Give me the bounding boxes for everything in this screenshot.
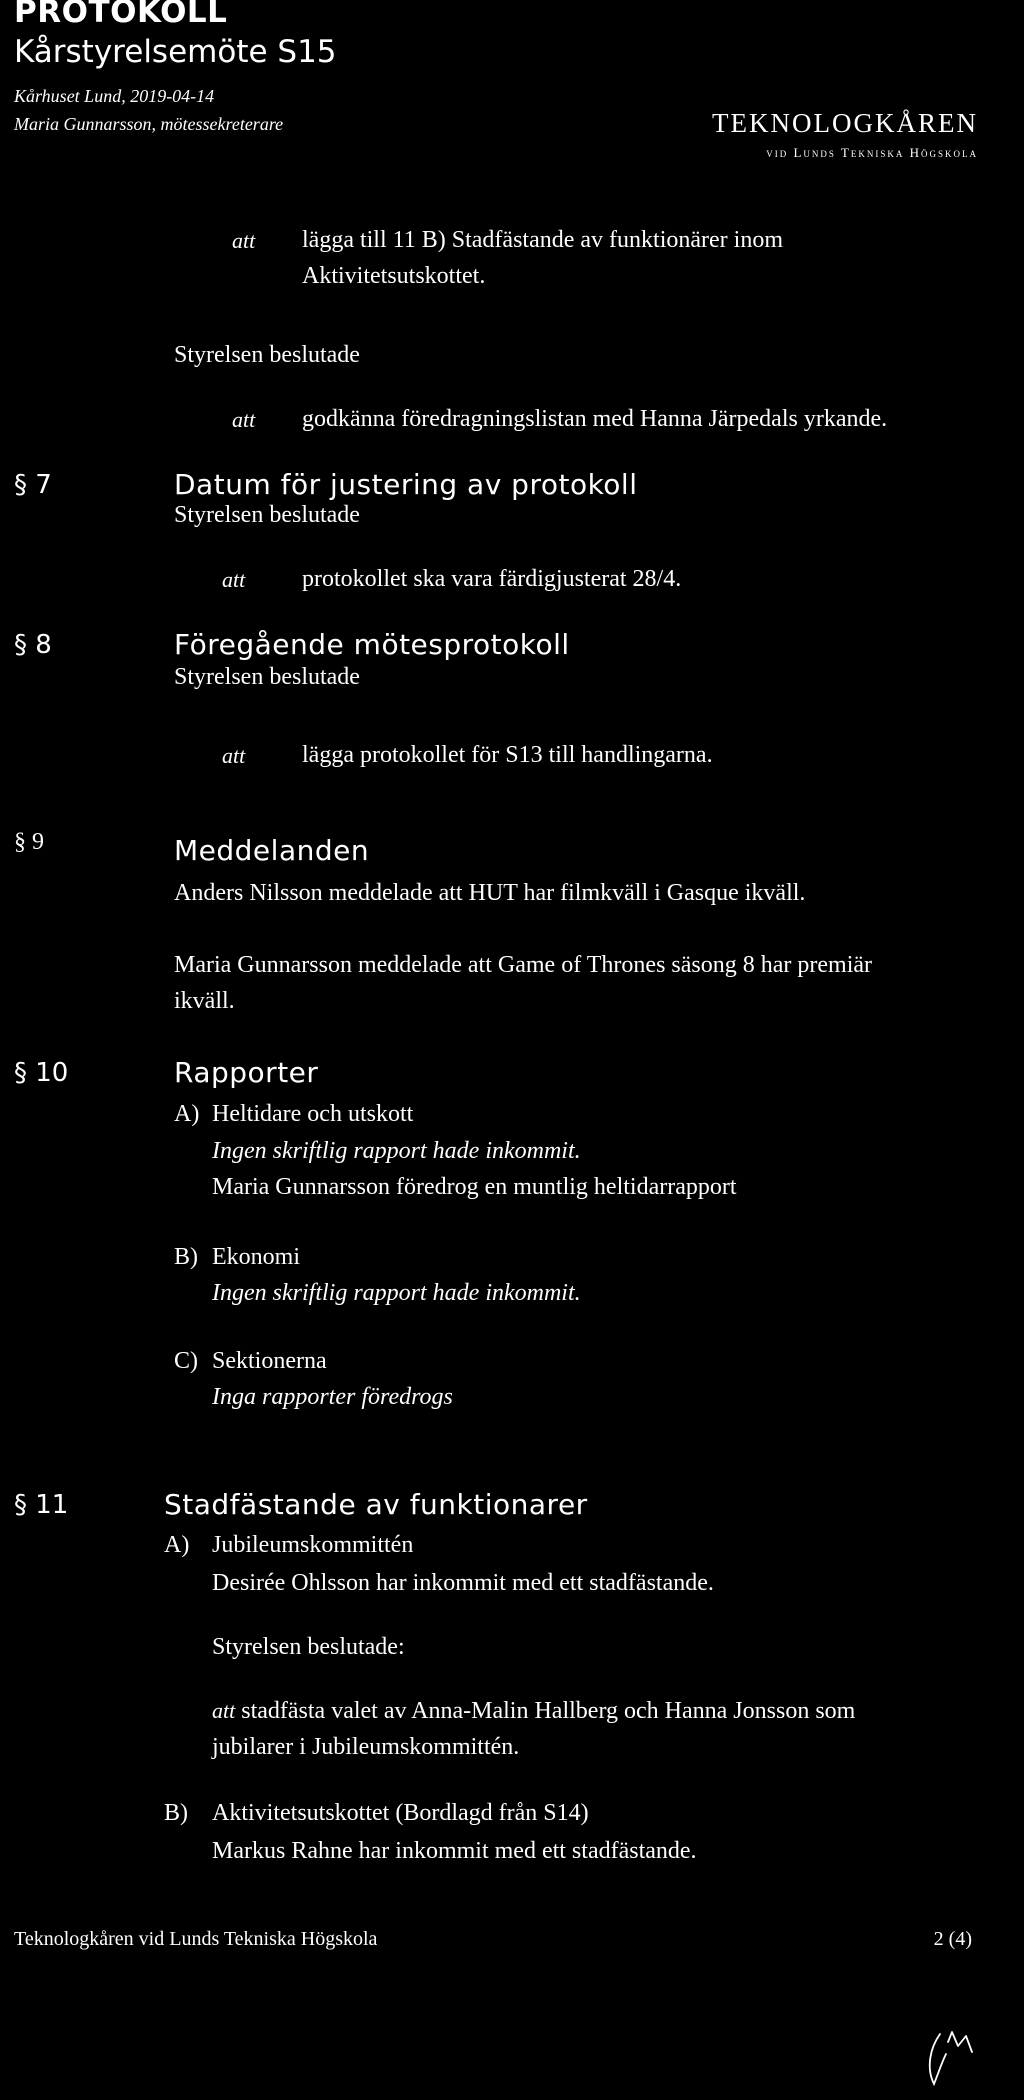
meeting-name: Kårstyrelsemöte S15 [14, 34, 337, 70]
report-text: Markus Rahne har inkommit med ett stadfästande. [212, 1838, 697, 1864]
section-number: § 8 [14, 630, 52, 660]
decision-text: lägga protokollet för S13 till handlingarna. [302, 742, 713, 768]
report-text: Desirée Ohlsson har inkommit med ett stadfästande. [212, 1570, 714, 1596]
meeting-place-date: Kårhuset Lund, 2019-04-14 [14, 86, 215, 106]
decision-label: Styrelsen beslutade [174, 502, 360, 528]
subsection-title: Ekonomi [212, 1244, 300, 1270]
subsection-label: A) [174, 1101, 200, 1127]
notice-text: ikväll. [174, 988, 235, 1014]
subsection-label: A) [164, 1532, 190, 1558]
section-title: Stadfästande av funktionarer [164, 1488, 588, 1521]
motion-text: Aktivitetsutskottet. [302, 263, 486, 289]
document-title: PROTOKOLL [14, 0, 228, 30]
subsection-title: Heltidare och utskott [212, 1101, 414, 1127]
motion-text: lägga till 11 B) Stadfästande av funktionärer inom [302, 227, 783, 253]
subsection-label: B) [174, 1244, 198, 1270]
section-number: § 10 [14, 1058, 69, 1088]
subsection-title: Aktivitetsutskottet (Bordlagd från S14) [212, 1800, 589, 1826]
section-title: Meddelanden [174, 834, 370, 867]
decision-text: jubilarer i Jubileumskommittén. [212, 1734, 520, 1760]
section-title: Rapporter [174, 1056, 319, 1089]
organization-name: TEKNOLOGKÅREN [712, 108, 978, 138]
decision-label: Styrelsen beslutade: [212, 1634, 405, 1660]
decision-text: protokollet ska vara färdigjusterat 28/4. [302, 566, 682, 592]
report-note: Inga rapporter föredrogs [212, 1384, 453, 1410]
section-title: Datum för justering av protokoll [174, 468, 638, 501]
section-title: Föregående mötesprotokoll [174, 628, 570, 661]
report-note: Ingen skriftlig rapport hade inkommit. [212, 1280, 581, 1306]
section-number: § 7 [14, 470, 52, 500]
att-label: att [212, 1698, 236, 1723]
subsection-label: B) [164, 1800, 188, 1826]
att-label: att [222, 567, 246, 592]
att-label: att [232, 228, 256, 253]
meeting-secretary: Maria Gunnarsson, mötessekreterare [14, 114, 284, 134]
att-label: att [222, 743, 246, 768]
section-number: § 9 [14, 829, 44, 855]
att-label: att [232, 407, 256, 432]
notice-text: Maria Gunnarsson meddelade att Game of Thrones säsong 8 har premiär [174, 952, 873, 978]
decision-label: Styrelsen beslutade [174, 664, 360, 690]
subsection-label: C) [174, 1348, 198, 1374]
report-text: Maria Gunnarsson föredrog en muntlig heltidarrapport [212, 1174, 737, 1200]
page-number: 2 (4) [933, 1928, 972, 1950]
footer-organization: Teknologkåren vid Lunds Tekniska Högskola [14, 1928, 378, 1950]
decision-text: stadfästa valet av Anna-Malin Hallberg och Hanna Jonsson som [241, 1698, 856, 1724]
subsection-title: Jubileumskommittén [212, 1532, 414, 1558]
report-note: Ingen skriftlig rapport hade inkommit. [212, 1138, 581, 1164]
signature-initials [922, 2028, 1002, 2088]
organization-subtitle: vid Lunds Tekniska Högskola [766, 145, 978, 160]
section-number: § 11 [14, 1490, 69, 1520]
notice-text: Anders Nilsson meddelade att HUT har filmkväll i Gasque ikväll. [174, 880, 806, 906]
subsection-title: Sektionerna [212, 1348, 327, 1374]
decision-text: godkänna föredragningslistan med Hanna Järpedals yrkande. [302, 406, 888, 432]
decision-label: Styrelsen beslutade [174, 342, 360, 368]
